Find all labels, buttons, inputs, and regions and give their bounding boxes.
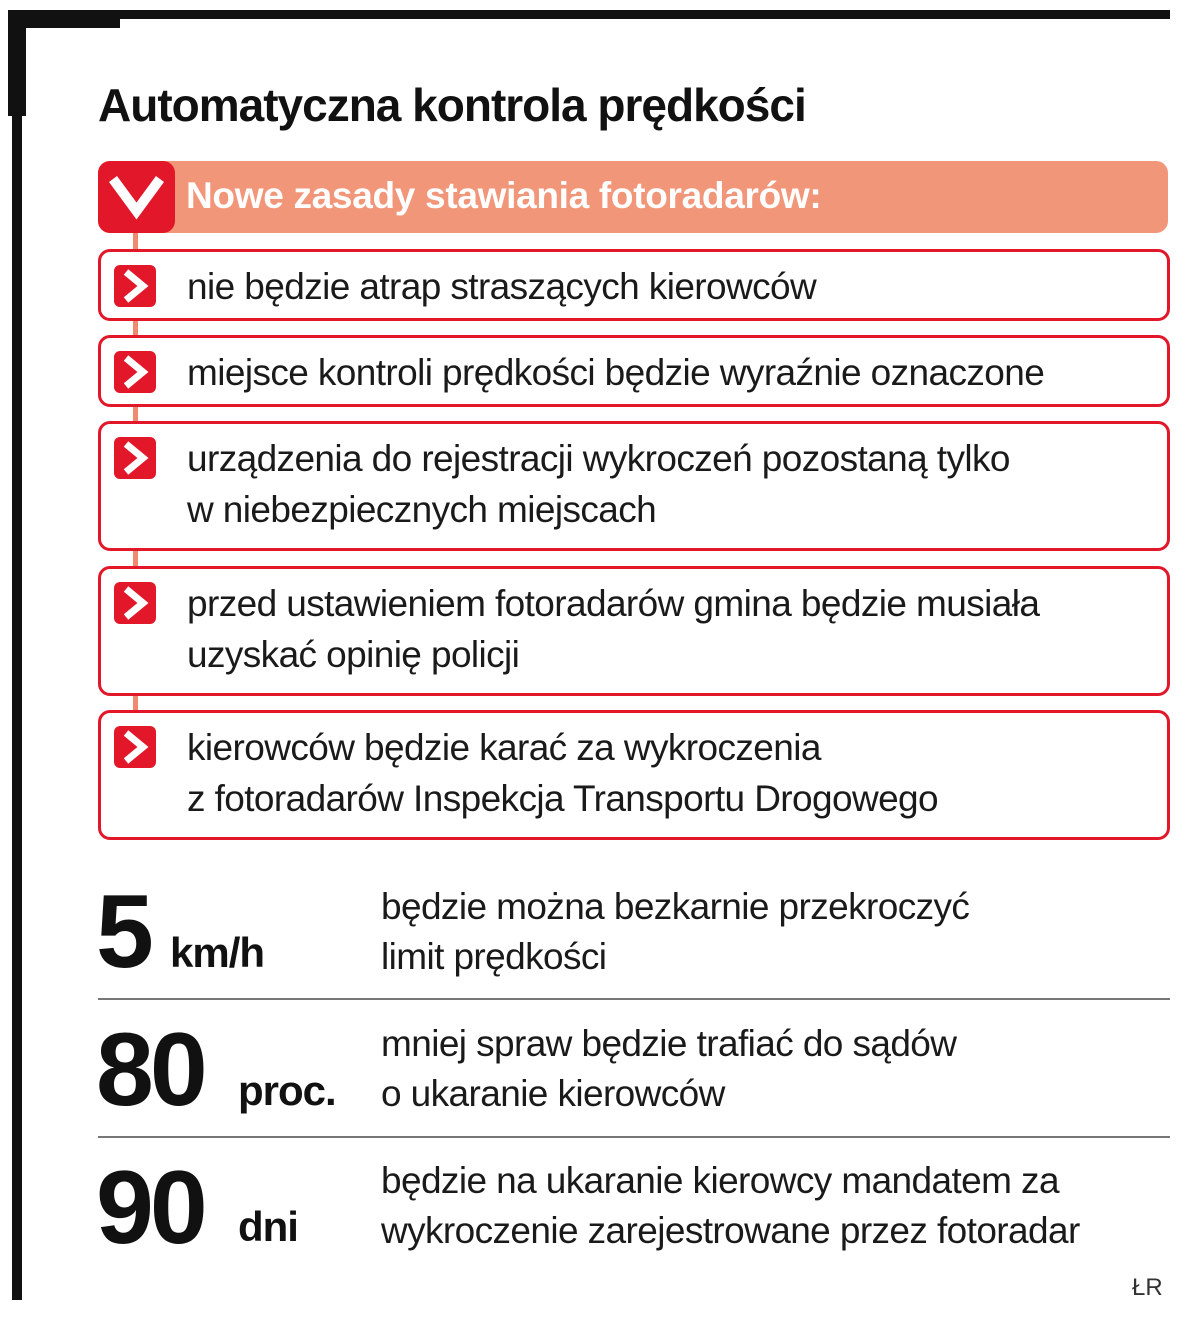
rule-item (98, 710, 1170, 840)
chevron-right-icon (114, 726, 156, 768)
rule-item (98, 249, 1170, 321)
rule-item (98, 335, 1170, 407)
rule-text-line: w niebezpiecznych miejscach (187, 489, 657, 530)
rule-text-line: przed ustawieniem fotoradarów gmina będzie musiała (187, 583, 1040, 624)
rule-item (98, 566, 1170, 696)
stat-description-line: będzie można bezkarnie przekroczyć (381, 886, 970, 927)
stat-unit: proc. (238, 1067, 336, 1114)
author-credit: ŁR (1132, 1274, 1163, 1301)
rule-text-line: z fotoradarów Inspekcja Transportu Drogowego (187, 778, 939, 819)
rule-item (98, 421, 1170, 551)
frame-corner-accent-vertical (8, 10, 26, 116)
stat-unit: km/h (170, 929, 265, 976)
frame-left-border (12, 10, 22, 1300)
stat-description-line: mniej spraw będzie trafiać do sądów (381, 1023, 957, 1064)
stat-description-line: wykroczenie zarejestrowane przez fotoradar (381, 1210, 1080, 1251)
rule-text-line: nie będzie atrap straszących kierowców (187, 266, 817, 307)
chevron-right-icon (114, 351, 156, 393)
stat-description-line: limit prędkości (381, 936, 607, 977)
stat-number: 80 (96, 1012, 204, 1128)
rules-header-label: Nowe zasady stawiania fotoradarów: (186, 175, 822, 216)
chevron-right-icon (114, 582, 156, 624)
stat-unit: dni (238, 1203, 298, 1250)
chevron-right-icon (114, 437, 156, 479)
chevron-right-icon (114, 265, 156, 307)
frame-top-border (8, 10, 1170, 19)
stat-description-line: o ukaranie kierowców (381, 1073, 725, 1114)
rule-text-line: kierowców będzie karać za wykroczenia (187, 727, 821, 768)
rule-text-line: uzyskać opinię policji (187, 634, 520, 675)
divider (98, 998, 1170, 1000)
rule-text-line: urządzenia do rejestracji wykroczeń pozostaną tylko (187, 438, 1010, 479)
rule-text-line: miejsce kontroli prędkości będzie wyraźnie oznaczone (187, 352, 1045, 393)
page-title: Automatyczna kontrola prędkości (98, 79, 806, 131)
stat-number: 5 (96, 874, 150, 990)
chevron-down-icon (98, 161, 175, 233)
divider (98, 1136, 1170, 1138)
stat-number: 90 (96, 1150, 204, 1266)
stat-description-line: będzie na ukaranie kierowcy mandatem za (381, 1160, 1059, 1201)
